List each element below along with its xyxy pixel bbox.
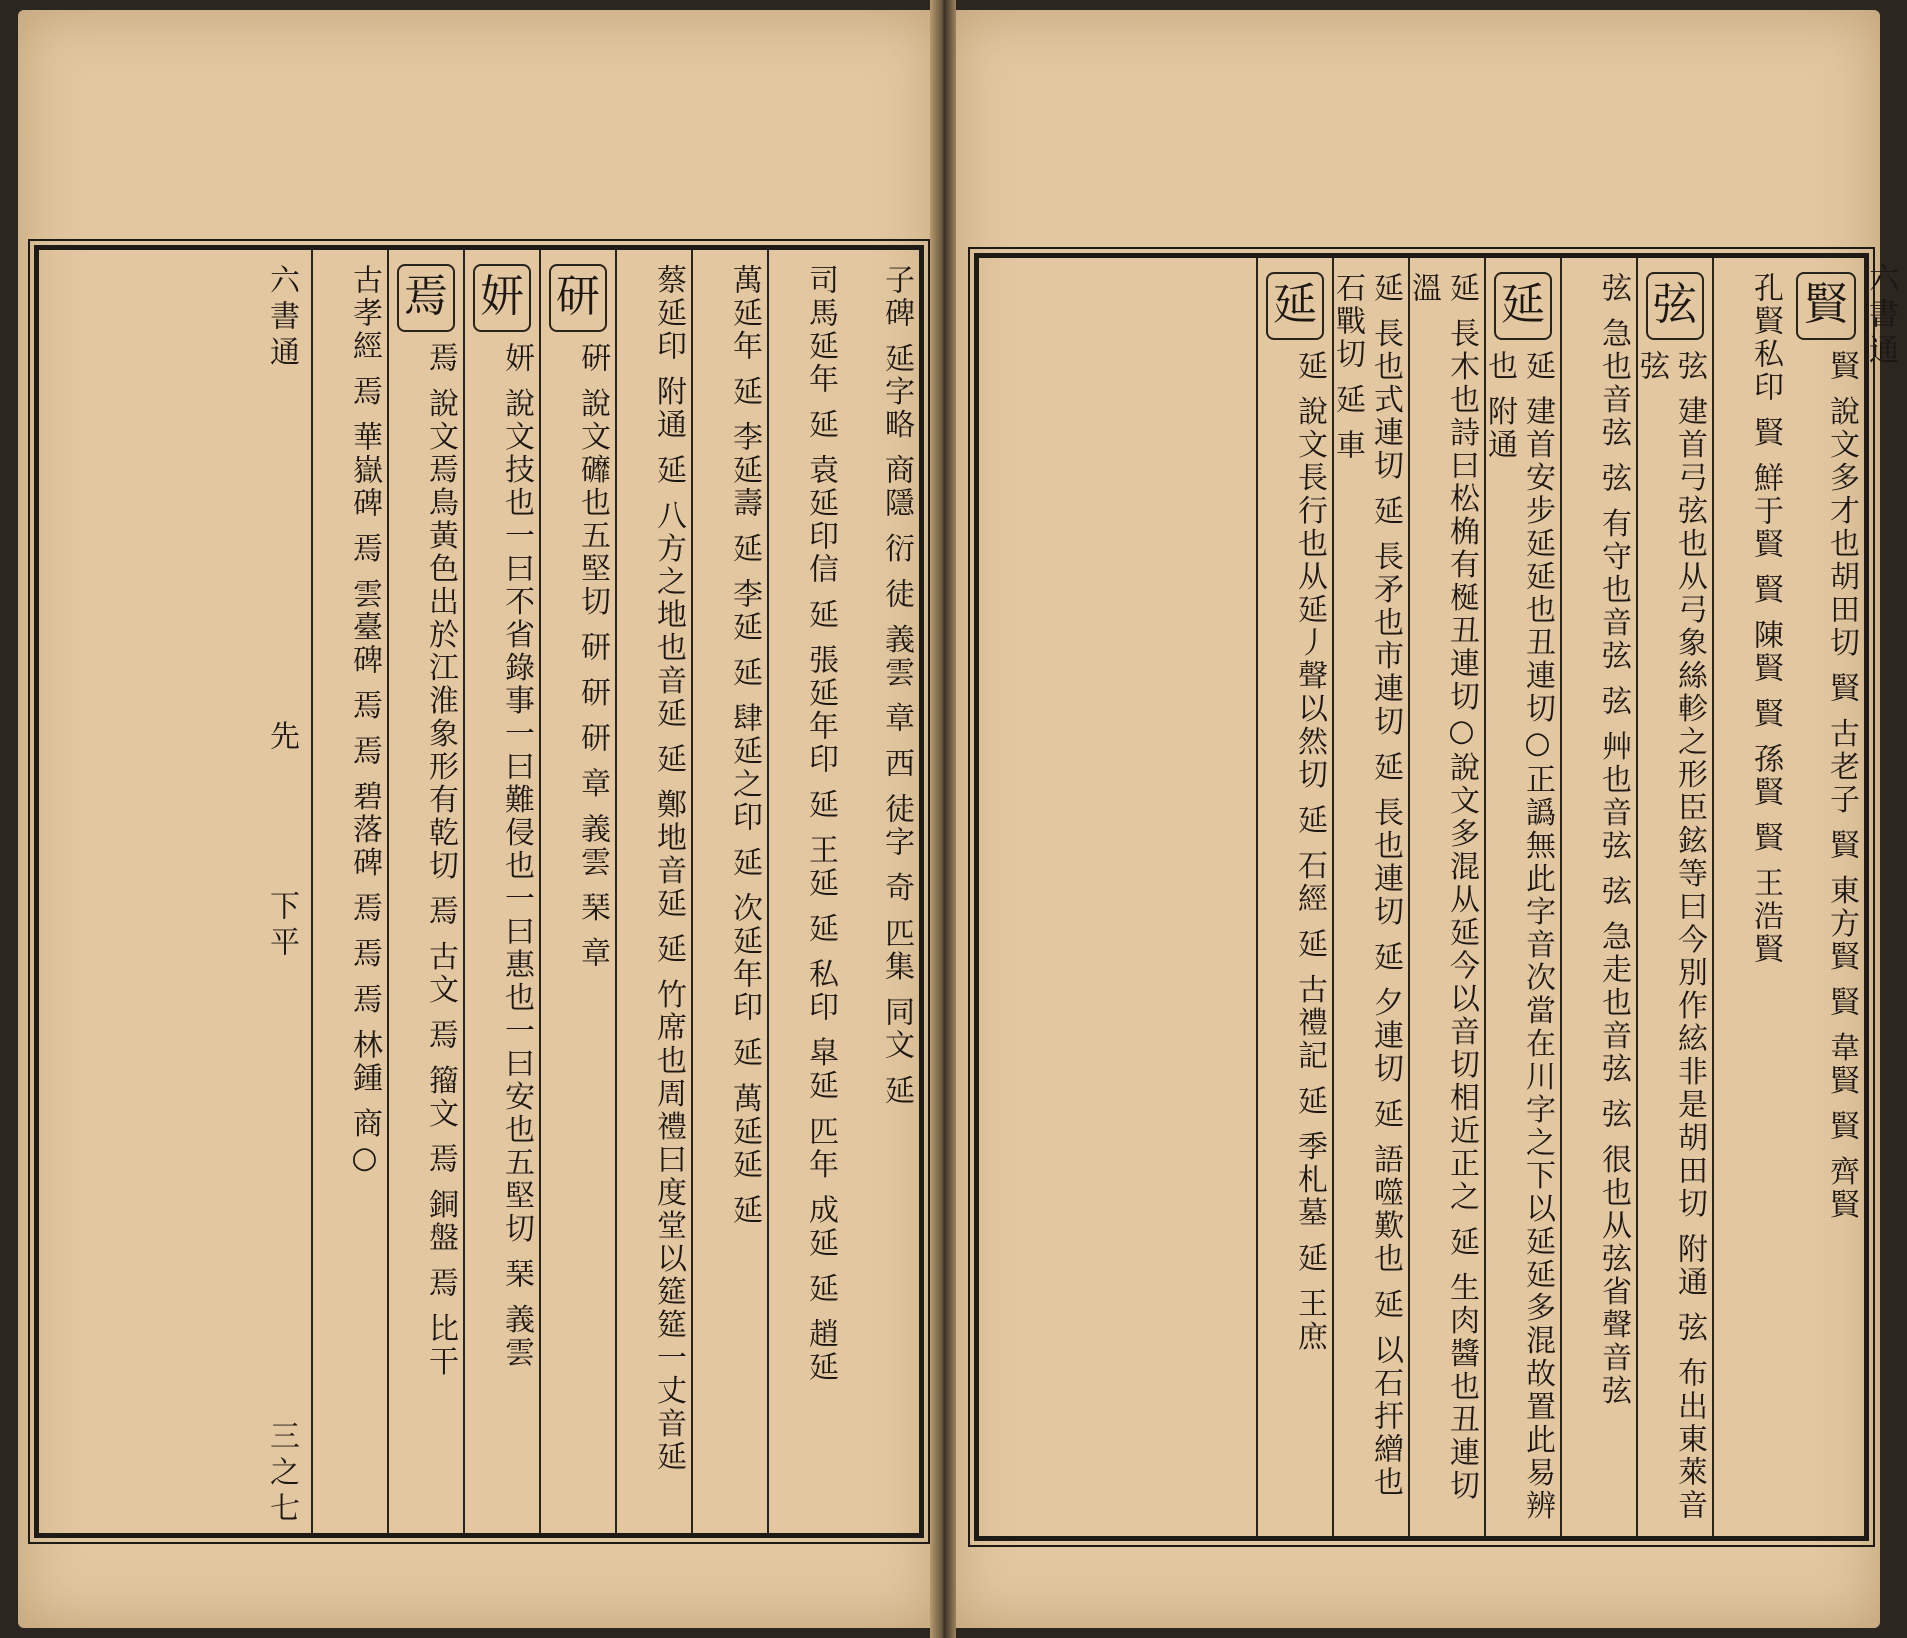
column-left-3 [691, 250, 767, 1533]
column-left-6 [463, 250, 539, 1533]
column-text: 延 長也式連切 延 長矛也市連切 延 長也連切 延 夕連切 延 語噬歎也 延 以石扞繒也石戰切 延 車 [1330, 272, 1403, 1499]
column-text: 孔賢私印 賢 鮮于賢 賢 陳賢 賢 孫賢 賢 王浩賢 [1748, 272, 1783, 967]
entry-head-char: 妍 [473, 264, 531, 332]
column-left-8 [311, 250, 387, 1533]
column-right-8 [1256, 258, 1332, 1536]
column-left-5 [539, 250, 615, 1533]
column-text: 延 長木也詩曰松桷有梴丑連切○說文多混从延今以音切相近正之 延 生肉醬也丑連切 溫 [1406, 272, 1479, 1516]
right-title-strip: 六書通 [1863, 262, 1898, 370]
column-text: 弦 建首弓弦也从弓象絲軫之形臣鉉等曰今別作絃非是胡田切 附通 弦 布出東萊音弦 [1634, 350, 1707, 1523]
column-right-4 [1560, 258, 1636, 1536]
column-text: 延 建首安步延延也丑連切○正譌無此字音次當在川字之下以延延多混故置此易辨也 附通 [1482, 350, 1555, 1523]
title-strip: 六書通 [264, 264, 299, 372]
column-text: 硏 說文䃺也五堅切 研 研 研 章 義雲 琹 章 [575, 342, 610, 971]
book-gutter [930, 0, 956, 1638]
column-left-4 [615, 250, 691, 1533]
column-right-2 [1712, 258, 1788, 1536]
column-left-7 [387, 250, 463, 1533]
entry-head-char: 延 [1266, 272, 1324, 340]
column-left-1 [843, 250, 919, 1533]
entry-head-char: 焉 [397, 264, 455, 332]
column-right-7 [1332, 258, 1408, 1536]
column-left-2 [767, 250, 843, 1533]
column-text: 賢 說文多才也胡田切 賢 古老子 賢 東方賢 賢 韋賢 賢 齊賢 [1824, 350, 1859, 1222]
column-text: 妍 說文技也一曰不省錄事一曰難侵也一曰惠也一曰安也五堅切 琹 義雲 [499, 342, 534, 1370]
column-right-3 [1636, 258, 1712, 1536]
column-text: 司馬延年 延 袁延印信 延 張延年印 延 王延 延 私印 皐延 匹年 成延 延 趙延 [803, 264, 838, 1384]
page-number: 三之七 [264, 1420, 299, 1528]
column-text: 蔡延印 附通 延 八方之地也音延 延 鄭地音延 延 竹席也周禮曰度堂以筵筵一丈音延 [651, 264, 686, 1474]
column-text: 古孝經 焉 華嶽碑 焉 雲臺碑 焉 焉 碧落碑 焉 焉 焉 林鍾 商○ [347, 264, 382, 1179]
section-label: 先 [264, 720, 299, 756]
column-text: 弦 急也音弦 弦 有守也音弦 弦 艸也音弦 弦 急走也音弦 弦 很也从弦省聲音弦 [1596, 272, 1631, 1408]
column-text: 焉 說文焉鳥黃色出於江淮象形有乾切 焉 古文 焉 籀文 焉 銅盤 焉 比干 [423, 342, 458, 1379]
entry-head-char: 賢 [1796, 272, 1856, 340]
column-text: 延 說文長行也从延丿聲以然切 延 石經 延 古禮記 延 季札墓 延 王庶 [1292, 350, 1327, 1354]
right-text-frame [974, 253, 1869, 1541]
column-right-6 [1408, 258, 1484, 1536]
column-right-1 [1788, 258, 1864, 1536]
tone-label: 下平 [264, 890, 299, 962]
left-text-frame [34, 245, 924, 1538]
column-text: 萬延年 延 李延壽 延 李延 延 肆延之印 延 次延年印 延 萬延延 延 [727, 264, 762, 1227]
left-margin-column [39, 250, 311, 1533]
column-right-5 [1484, 258, 1560, 1536]
right-blank-column [979, 258, 1256, 1536]
entry-head-char: 研 [549, 264, 607, 332]
column-text: 子碑 延字略 商隱 衍 徒 義雲 章 西 徒字 奇 匹集 同文 延 [879, 264, 914, 1108]
entry-head-char: 弦 [1646, 272, 1704, 340]
entry-head-char: 延 [1494, 272, 1552, 340]
